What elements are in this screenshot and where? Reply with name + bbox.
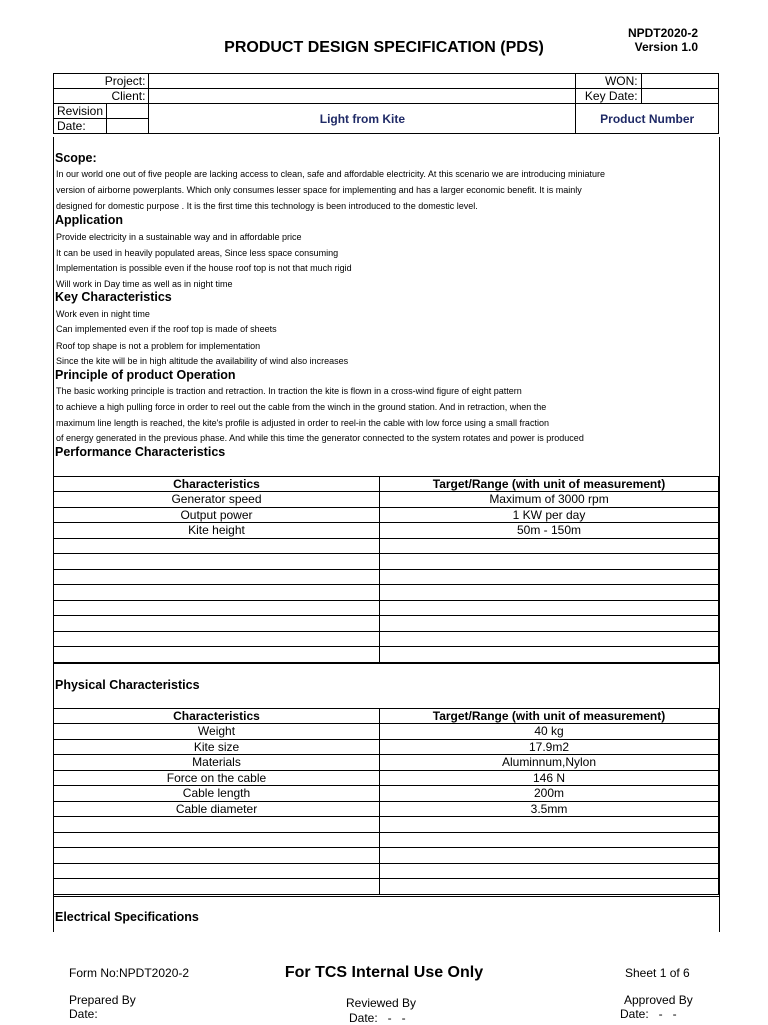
application-heading: Application [55, 213, 124, 227]
target-range-cell [380, 616, 719, 632]
target-range-cell: 40 kg [380, 724, 719, 740]
prepared-by-label: Prepared By [69, 993, 136, 1007]
target-range-cell: Maximum of 3000 rpm [380, 492, 719, 508]
target-range-cell [380, 817, 719, 833]
reviewed-by-label: Reviewed By [346, 996, 417, 1010]
scope-line: designed for domestic purpose . It is the first time this technology is been introduced to the domestic level. [56, 201, 478, 211]
target-range-cell [380, 538, 719, 554]
characteristic-cell: Generator speed [54, 492, 380, 508]
won-field[interactable] [641, 74, 718, 89]
table-row [54, 492, 719, 508]
key-characteristics-line: Work even in night time [56, 309, 150, 319]
won-label: WON: [576, 74, 641, 89]
client-label: Client: [54, 89, 149, 104]
table-row [54, 786, 719, 802]
performance-col2-header: Target/Range (with unit of measurement) [380, 477, 719, 492]
characteristic-cell: Cable length [54, 786, 380, 802]
key-characteristics-line: Since the kite will be in high altitude the availability of wind also increases [56, 356, 349, 366]
date-label: Date: [54, 119, 107, 134]
target-range-cell [380, 569, 719, 585]
prepared-date-label: Date: [69, 1007, 98, 1021]
table-row [54, 724, 719, 740]
scope-heading: Scope: [55, 151, 97, 165]
table-row [54, 569, 719, 585]
characteristic-cell: Kite height [54, 523, 380, 539]
table-row [54, 879, 719, 895]
characteristic-cell [54, 569, 380, 585]
application-line: Implementation is possible even if the house roof top is not that much rigid [56, 263, 352, 273]
key-characteristics-line: Roof top shape is not a problem for implementation [56, 341, 261, 351]
key-characteristics-heading: Key Characteristics [55, 290, 172, 304]
table-row [54, 848, 719, 864]
target-range-cell [380, 879, 719, 895]
table-row [54, 631, 719, 647]
target-range-cell: 50m - 150m [380, 523, 719, 539]
project-name: Light from Kite [149, 104, 576, 134]
target-range-cell [380, 848, 719, 864]
table-row [54, 538, 719, 554]
table-row [54, 739, 719, 755]
target-range-cell [380, 647, 719, 663]
table-row [54, 523, 719, 539]
target-range-cell [380, 585, 719, 601]
physical-col2-header: Target/Range (with unit of measurement) [380, 709, 719, 724]
characteristic-cell [54, 832, 380, 848]
characteristic-cell [54, 538, 380, 554]
date-field[interactable] [107, 119, 149, 134]
physical-heading: Physical Characteristics [55, 678, 200, 692]
characteristic-cell [54, 817, 380, 833]
application-line: It can be used in heavily populated areas, Since less space consuming [56, 248, 339, 258]
table-row [54, 755, 719, 771]
principle-line: to achieve a high pulling force in order to reel out the cable from the winch in the ground station. And in retraction, when the [56, 402, 547, 412]
table-row [54, 600, 719, 616]
characteristic-cell [54, 600, 380, 616]
table-row [54, 863, 719, 879]
version-label: Version 1.0 [634, 40, 698, 54]
divider [53, 663, 719, 664]
characteristic-cell: Force on the cable [54, 770, 380, 786]
key-date-field[interactable] [641, 89, 718, 104]
approved-date-label: Date: - - [620, 1007, 677, 1021]
physical-col1-header: Characteristics [54, 709, 380, 724]
table-row [54, 585, 719, 601]
performance-col1-header: Characteristics [54, 477, 380, 492]
approved-by-label: Approved By [624, 993, 693, 1007]
key-characteristics-line: Can implemented even if the roof top is made of sheets [56, 324, 277, 334]
internal-use-label: For TCS Internal Use Only [284, 964, 484, 981]
header-info-table [53, 73, 719, 134]
characteristic-cell: Cable diameter [54, 801, 380, 817]
table-row [54, 647, 719, 663]
table-row [54, 770, 719, 786]
characteristic-cell: Materials [54, 755, 380, 771]
table-row [54, 801, 719, 817]
characteristic-cell [54, 848, 380, 864]
target-range-cell: 3.5mm [380, 801, 719, 817]
revision-field[interactable] [107, 104, 149, 119]
table-row [54, 554, 719, 570]
principle-heading: Principle of product Operation [55, 368, 236, 382]
client-field[interactable] [149, 89, 576, 104]
scope-line: version of airborne powerplants. Which only consumes lesser space for implementing and has a larger economic benefit. It is mainly [56, 185, 582, 195]
table-row [54, 817, 719, 833]
application-line: Provide electricity in a sustainable way and in affordable price [56, 232, 302, 242]
principle-line: The basic working principle is traction and retraction. In traction the kite is flown in a cross-wind figure of eight pattern [56, 386, 522, 396]
characteristic-cell [54, 863, 380, 879]
principle-line: maximum line length is reached, the kite's profile is adjusted in order to reel-in the cable with low force using a small fraction [56, 418, 549, 428]
sheet-number: Sheet 1 of 6 [625, 966, 690, 980]
form-number: Form No:NPDT2020-2 [69, 966, 190, 980]
table-row [54, 616, 719, 632]
characteristic-cell: Weight [54, 724, 380, 740]
target-range-cell [380, 600, 719, 616]
characteristic-cell [54, 647, 380, 663]
product-number-label: Product Number [576, 104, 719, 134]
characteristic-cell [54, 631, 380, 647]
performance-table [53, 476, 719, 663]
characteristic-cell [54, 879, 380, 895]
electrical-heading: Electrical Specifications [55, 910, 199, 924]
characteristic-cell [54, 616, 380, 632]
table-row [54, 507, 719, 523]
physical-table [53, 708, 719, 895]
application-line: Will work in Day time as well as in night time [56, 279, 233, 289]
project-field[interactable] [149, 74, 576, 89]
target-range-cell [380, 832, 719, 848]
target-range-cell: 17.9m2 [380, 739, 719, 755]
target-range-cell: 200m [380, 786, 719, 802]
form-code: NPDT2020-2 [627, 26, 698, 40]
target-range-cell [380, 863, 719, 879]
performance-heading: Performance Characteristics [55, 445, 226, 459]
divider [53, 896, 719, 897]
table-row [54, 832, 719, 848]
characteristic-cell: Output power [54, 507, 380, 523]
characteristic-cell [54, 585, 380, 601]
characteristic-cell: Kite size [54, 739, 380, 755]
scope-line: In our world one out of five people are lacking access to clean, safe and affordable electricity. At this scenario we are introducing miniature [56, 169, 605, 179]
project-label: Project: [54, 74, 149, 89]
target-range-cell: 1 KW per day [380, 507, 719, 523]
target-range-cell: Aluminnum,Nylon [380, 755, 719, 771]
revision-label: Revision [54, 104, 107, 119]
reviewed-date-label: Date: - - [349, 1011, 406, 1025]
characteristic-cell [54, 554, 380, 570]
target-range-cell: 146 N [380, 770, 719, 786]
target-range-cell [380, 631, 719, 647]
target-range-cell [380, 554, 719, 570]
principle-line: of energy generated in the previous phase. And while this time the generator connected to the system rotates and power is produced [56, 433, 584, 443]
key-date-label: Key Date: [576, 89, 641, 104]
page-title: PRODUCT DESIGN SPECIFICATION (PDS) [224, 39, 544, 56]
